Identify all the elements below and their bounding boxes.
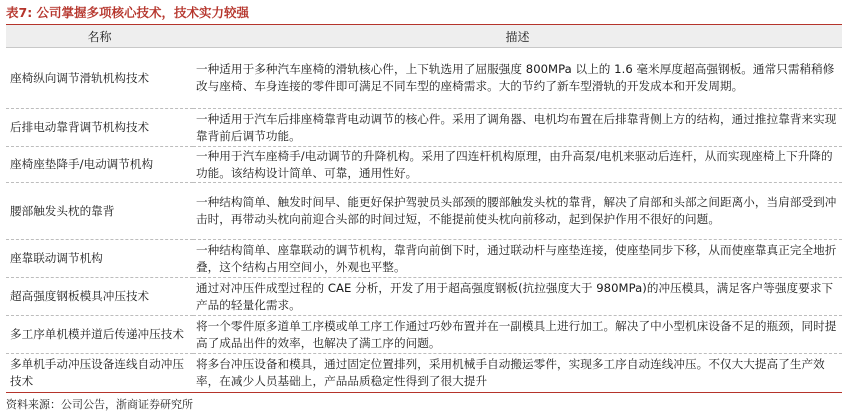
row-name: 座靠联动调节机构 [6, 240, 193, 278]
row-name: 座椅纵向调节滑轨机构技术 [6, 48, 193, 109]
row-desc: 通过对冲压件成型过程的 CAE 分析，开发了用于超高强度钢板(抗拉强度大于 980MPa)的冲压模具，满足客户等强度要求下产品的轻量化需求。 [193, 278, 842, 316]
row-name: 座椅座垫降手/电动调节机构 [6, 147, 193, 183]
row-name: 后排电动靠背调节机构技术 [6, 109, 193, 147]
table-row [6, 109, 842, 147]
row-name: 超高强度钢板模具冲压技术 [6, 278, 193, 316]
header-name: 名称 [6, 25, 193, 48]
header-desc: 描述 [193, 25, 842, 48]
row-desc: 将多台冲压设备和模具，通过固定位置排列，采用机械手自动搬运零件，实现多工序自动连线冲压。不仅大大提高了生产效率，在减少人员基础上，产品品质稳定性得到了很大提升 [193, 354, 842, 393]
tech-table [6, 25, 842, 393]
row-name: 腰部触发头枕的靠背 [6, 183, 193, 240]
table-header [6, 25, 842, 48]
table-row [6, 147, 842, 183]
table-row [6, 316, 842, 354]
row-desc: 一种用于汽车座椅手/电动调节的升降机构。采用了四连杆机构原理，由升高泵/电机来驱动后连杆，从而实现座椅上下升降的功能。该结构设计简单、可靠，通用性好。 [193, 147, 842, 183]
table-row [6, 278, 842, 316]
table-row [6, 183, 842, 240]
table-row [6, 48, 842, 109]
row-desc: 一种结构简单、座靠联动的调节机构，靠背向前倒下时，通过联动杆与座垫连接，使座垫同步下移，从而使座靠真正完全地折叠，这个结构占用空间小，外观也平整。 [193, 240, 842, 278]
row-desc: 一种适用于多种汽车座椅的滑轨核心件，上下轨选用了屈服强度 800MPa 以上的 1.6 毫米厚度超高强钢板。通常只需稍稍修改与座椅、车身连接的零件即可满足不同车型的座椅需求。大的节约了新车型滑轨的开发成本和开发周期。 [193, 48, 842, 109]
row-desc: 将一个零件原多道单工序模或单工序工作通过巧妙布置并在一副模具上进行加工。解决了中小型机床设备不足的瓶颈，同时提高了成品出件的效率，也解决了满工序的问题。 [193, 316, 842, 354]
row-desc: 一种适用于汽车后排座椅靠背电动调节的核心件。采用了调角器、电机均布置在后排靠背侧上方的结构，通过推拉靠背来实现靠背前后调节功能。 [193, 109, 842, 147]
table-row [6, 354, 842, 393]
table-row [6, 240, 842, 278]
row-desc: 一种结构简单、触发时间早、能更好保护驾驶员头部颈的腰部触发头枕的靠背，解决了肩部和头部之间距离小，当肩部受到冲击时，再带动头枕向前迎合头部的时间过短，不能提前使头枕向前移动，起到保护作用不很好的问题。 [193, 183, 842, 240]
row-name: 多工序单机模并道后传递冲压技术 [6, 316, 193, 354]
table-title: 表7: 公司掌握多项核心技术，技术实力较强 [6, 5, 250, 20]
row-name: 多单机手动冲压设备连线自动冲压技术 [6, 354, 193, 393]
source-note: 资料来源：公司公告，浙商证券研究所 [6, 398, 193, 411]
